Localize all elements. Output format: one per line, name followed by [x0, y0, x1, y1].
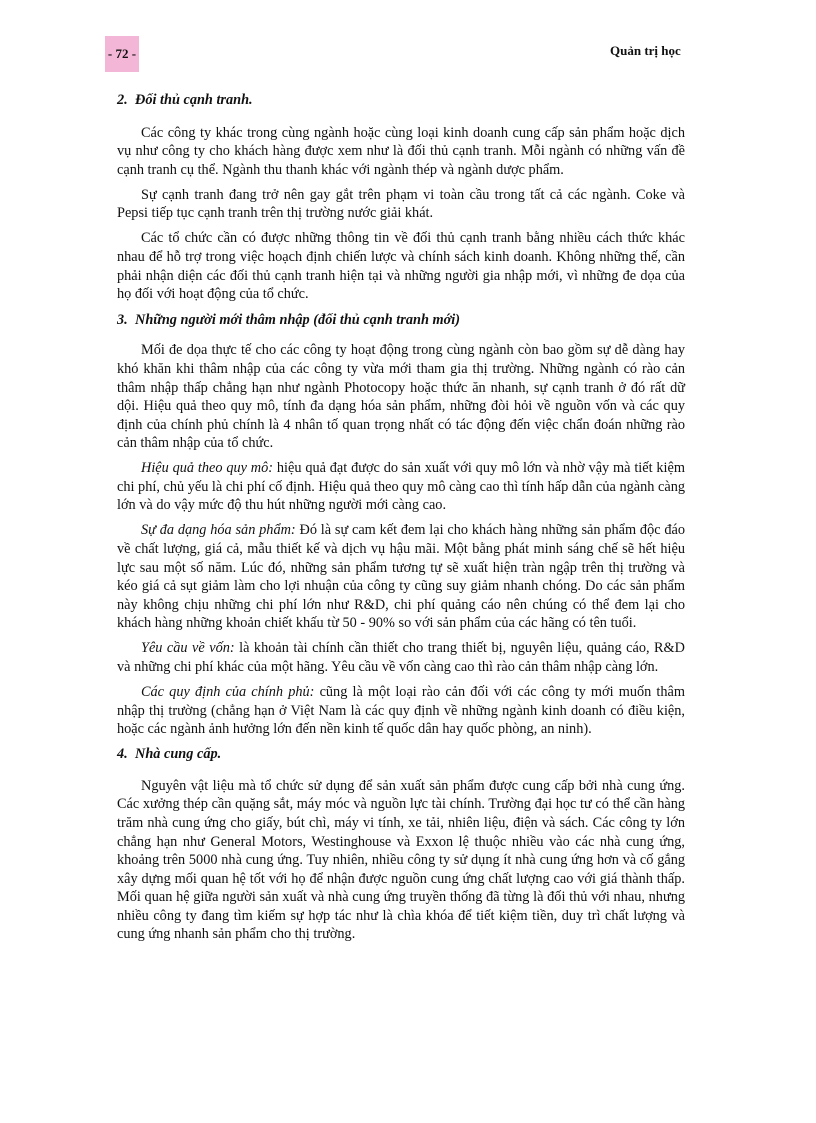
paragraph: [117, 683, 685, 739]
running-header-title: Quản trị học: [610, 43, 681, 58]
paragraph-text: Sự cạnh tranh đang trở nên gay gắt trên phạm vi toàn cầu trong tất cả các ngành. Coke và Pepsi tiếp tục cạnh tranh trên thị trường nước giải khát.: [117, 186, 685, 222]
paragraph: [117, 124, 685, 180]
paragraph-text: Các tổ chức cần có được những thông tin về đối thủ cạnh tranh bằng nhiều cách thức khác nhau để hỗ trợ trong việc hoạch định chiến lược và chính sách kinh doanh. Không những thế, cần phải nhận diện các đối thủ cạnh tranh hiện tại và những người gia nhập mới, vì những đe dọa của họ đối với hoạt động của tổ chức.: [117, 230, 685, 303]
paragraph-text: Đó là sự cam kết đem lại cho khách hàng những sản phẩm độc đáo về chất lượng, giá cả, mẫu thiết kế và dịch vụ hậu mãi. Một bằng phát minh sáng chế sẽ hết hiệu lực sau một số năm. Lúc đó, những sản phẩm tương tự sẽ xuất hiện tràn ngập trên thị trường và kéo giá cả sụt giảm làm cho lợi nhuận của công ty cũng suy giảm nhanh chóng. Do các sản phẩm này không chịu những chi phí lớn như R&D, chi phí quảng cáo nên chúng có thể đem lại cho khách hàng những khoản chiết khấu từ 50 - 90% so với sản phẩm của các hãng có tên tuổi.: [117, 522, 686, 632]
paragraph-lead-term: Các quy định của chính phủ:: [141, 683, 315, 700]
section-heading: [117, 745, 685, 764]
paragraph: [117, 341, 685, 453]
paragraph-text: hiệu quả đạt được do sản xuất với quy mô lớn và nhờ vậy mà tiết kiệm chi phí, chủ yếu là chi phí cố định. Hiệu quả theo quy mô càng cao thì tính hấp dẫn của ngành càng lớn và do vậy mức độ thu hút những người mới càng cao.: [117, 460, 685, 514]
section-number: 2.: [117, 92, 128, 108]
section-title: Đối thủ cạnh tranh.: [135, 92, 253, 108]
section-number: 4.: [117, 746, 128, 763]
paragraph: [117, 777, 685, 944]
paragraph-lead-term: Hiệu quả theo quy mô:: [141, 460, 274, 477]
section-heading: [117, 311, 685, 330]
paragraph: [117, 229, 685, 303]
paragraph: [117, 186, 685, 223]
paragraph-lead-term: Yêu cầu về vốn:: [141, 640, 235, 657]
paragraph-lead-term: Sự đa dạng hóa sản phẩm:: [141, 522, 296, 539]
paragraph: [117, 639, 685, 676]
paragraph-text: Mối đe dọa thực tế cho các công ty hoạt động trong cùng ngành còn bao gồm sự dễ dàng hay khó khăn khi thâm nhập của các công ty vừa mới tham gia thị trường. Những ngành có rào cản thâm nhập thấp chẳng hạn như ngành Photocopy hoặc thức ăn nhanh, sự cạnh tranh ở đó rất dữ dội. Hiệu quả theo quy mô, tính đa dạng hóa sản phẩm, những đòi hỏi về nguồn vốn và các quy định của chính phủ chính là 4 nhân tố quan trọng nhất có tác động đến việc chẩn đoán những rào cản thâm nhập của tổ chức.: [117, 342, 685, 452]
paragraph-text: cũng là một loại rào cản đối với các công ty mới muốn thâm nhập thị trường (chẳng hạn ở Việt Nam là các quy định về những ngành kinh doanh có điều kiện, hoặc các ngành ảnh hưởng lớn đến nền kinh tế quốc dân hay quốc phòng, an ninh).: [117, 683, 685, 738]
page-number: - 72 -: [105, 36, 139, 72]
section-title: Nhà cung cấp.: [135, 746, 222, 763]
paragraph-text: Nguyên vật liệu mà tổ chức sử dụng để sản xuất sản phẩm được cung cấp bởi nhà cung ứng. Các xưởng thép cần quặng sắt, máy móc và nguồn lực tài chính. Trường đại học tư có thể cần hàng trăm nhà cung ứng cho giấy, bút chì, máy vi tính, xe tải, nhiên liệu, điện và sách. Các công ty lớn chẳng hạn như General Motors, Westinghouse và Exxon lệ thuộc nhiều vào các nhà cung ứng, khoảng trên 5000 nhà cung ứng. Tuy nhiên, nhiều công ty sử dụng ít nhà cung ứng hơn và cố gắng xây dựng mối quan hệ tốt với họ để nhận được nguồn cung ứng chất lượng cao với giá thành thấp. Mối quan hệ giữa người sản xuất và nhà cung ứng truyền thống đã từng là đối thủ với nhau, nhưng nhiều công ty đang tìm kiếm sự hợp tác như là chìa khóa để tiết kiệm tiền, duy trì chất lượng và cung ứng nhanh sản phẩm cho thị trường.: [117, 777, 685, 943]
section-heading: [117, 91, 685, 110]
section-number: 3.: [117, 311, 128, 328]
paragraph: [117, 459, 685, 515]
paragraph-text: là khoản tài chính cần thiết cho trang thiết bị, nguyên liệu, quảng cáo, R&D và những chi phí khác của một hãng. Yêu cầu về vốn càng cao thì rào cản thâm nhập càng lớn.: [117, 640, 686, 675]
section-title: Những người mới thâm nhập (đối thủ cạnh tranh mới): [135, 311, 460, 328]
paragraph-text: Các công ty khác trong cùng ngành hoặc cùng loại kinh doanh cung cấp sản phẩm hoặc dịch vụ như công ty cho khách hàng được xem như là đối thủ cạnh tranh. Mỗi ngành có những vấn đề cạnh tranh cụ thể. Ngành thu thanh khác với ngành thép và ngành dược phẩm.: [117, 124, 685, 178]
page-body: [117, 91, 685, 950]
paragraph: [117, 521, 685, 633]
